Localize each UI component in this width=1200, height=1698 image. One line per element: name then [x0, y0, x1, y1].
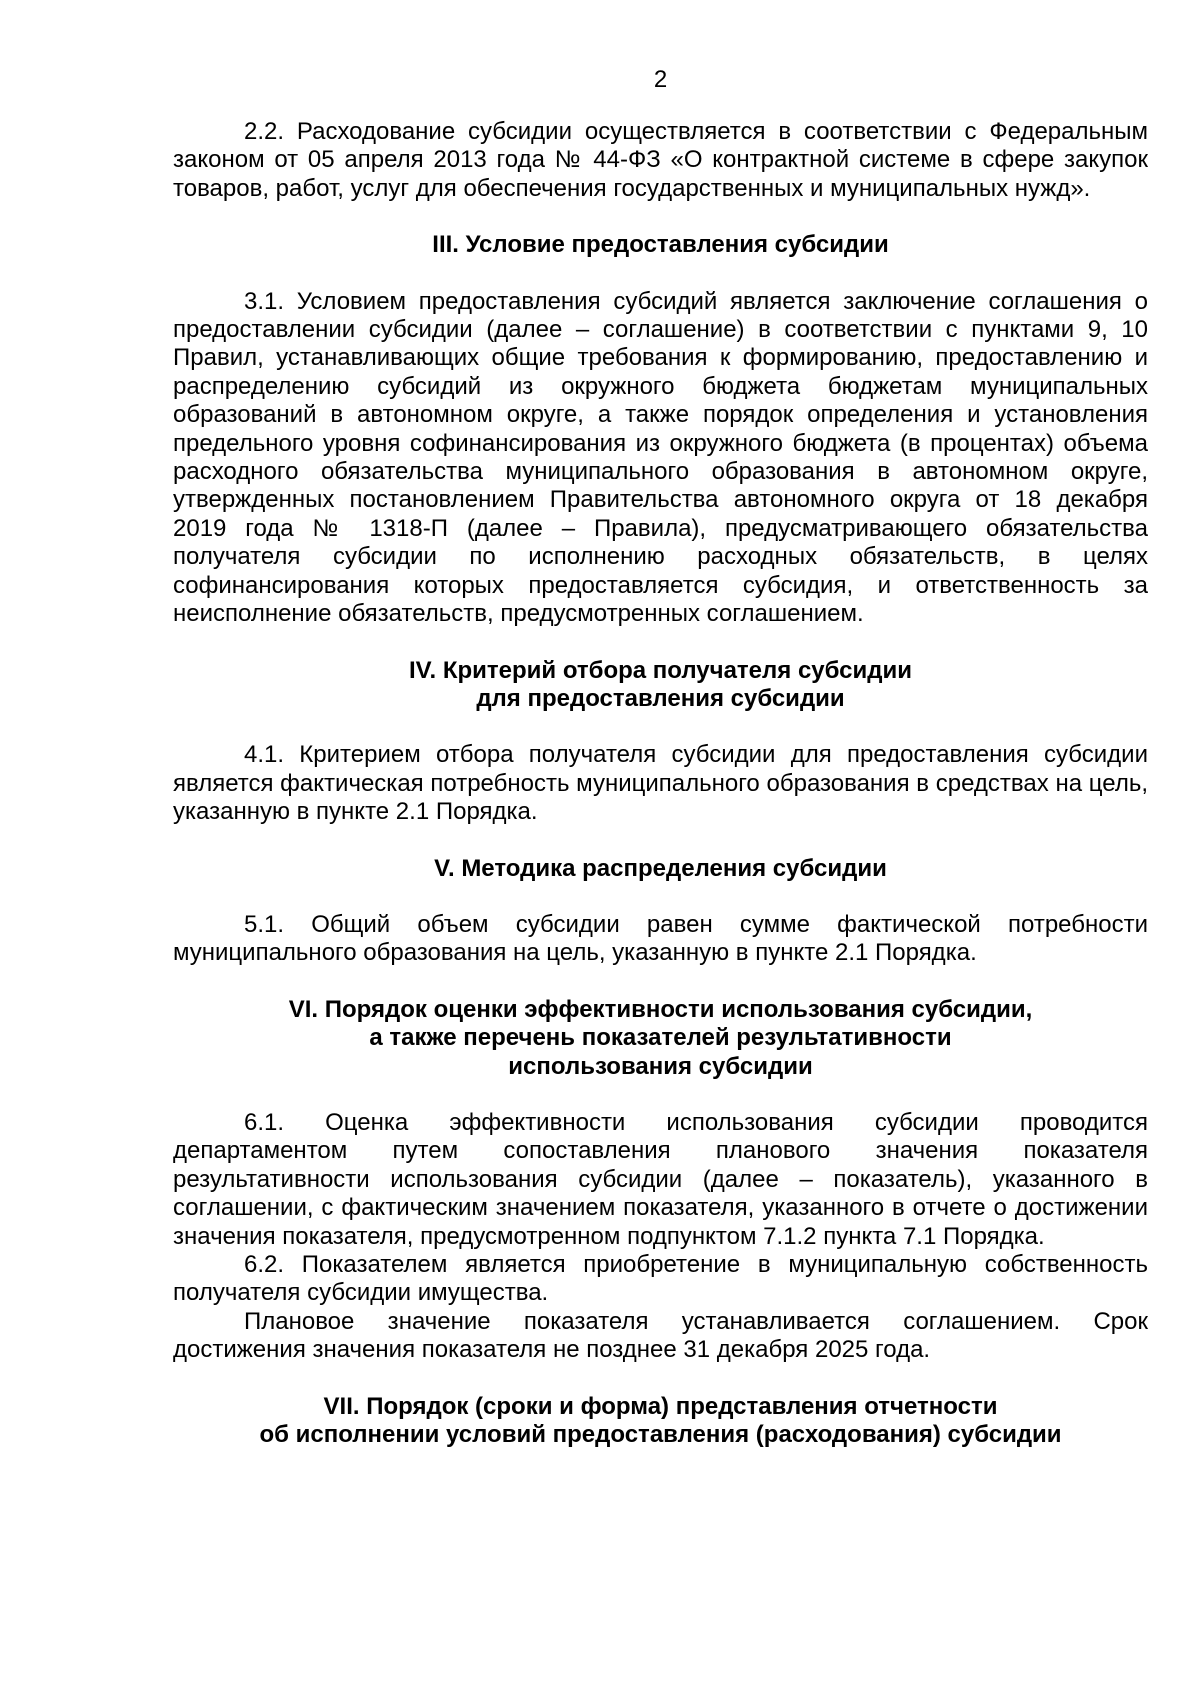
paragraph-5-1: 5.1. Общий объем субсидии равен сумме фактической потребности муниципального образования на цель, указанную в пункте 2.1 Порядка. — [173, 910, 1148, 967]
section-6-heading-line-1: VI. Порядок оценки эффективности использования субсидии, — [288, 995, 1033, 1023]
section-6-heading-block — [173, 996, 1148, 1081]
page-number: 2 — [653, 66, 668, 93]
document-page — [173, 66, 1148, 1449]
section-3-heading: III. Условие предоставления субсидии — [432, 231, 889, 259]
section-6-heading-line-3: использования субсидии — [508, 1052, 813, 1080]
section-3-heading-block — [173, 231, 1148, 259]
section-4-heading-line-1: IV. Критерий отбора получателя субсидии — [409, 656, 912, 684]
section-7-heading-block — [173, 1393, 1148, 1450]
section-7-heading-line-2: об исполнении условий предоставления (расходования) субсидии — [259, 1421, 1062, 1449]
section-4-heading-block — [173, 657, 1148, 714]
section-7-heading-line-1: VII. Порядок (сроки и форма) представления отчетности — [323, 1392, 998, 1420]
paragraph-6-1: 6.1. Оценка эффективности использования субсидии проводится департаментом путем сопоставления планового значения показателя результативности использования субсидии (далее – показатель), указанного в соглашении, с фактическим значением показателя, указанного в отчете о достижении значения показателя, предусмотренном подпунктом 7.1.2 пункта 7.1 Порядка. — [173, 1108, 1148, 1250]
paragraph-3-1: 3.1. Условием предоставления субсидий является заключение соглашения о предоставлении субсидии (далее – соглашение) в соответствии с пунктами 9, 10 Правил, устанавливающих общие требования к формированию, предоставлению и распределению субсидий из окружного бюджета бюджетам муниципальных образований в автономном округе, а также порядок определения и установления предельного уровня софинансирования из окружного бюджета (в процентах) объема расходного обязательства муниципального образования в автономном округе, утвержденных постановлением Правительства автономного округа от 18 декабря 2019 года № 1318-П (далее – Правила), предусматривающего обязательства получателя субсидии по исполнению расходных обязательств, в целях софинансирования которых предоставляется субсидия, и ответственность за неисполнение обязательств, предусмотренных соглашением. — [173, 287, 1148, 628]
paragraph-6-2: 6.2. Показателем является приобретение в муниципальную собственность получателя субсидии имущества. — [173, 1251, 1148, 1307]
section-4-heading-line-2: для предоставления субсидии — [476, 684, 845, 712]
section-5-heading: V. Методика распределения субсидии — [434, 854, 887, 882]
section-6-heading-line-2: а также перечень показателей результативности — [369, 1024, 952, 1052]
paragraph-4-1: 4.1. Критерием отбора получателя субсидии для предоставления субсидии является фактическая потребность муниципального образования в средствах на цель, указанную в пункте 2.1 Порядка. — [173, 741, 1148, 826]
section-5-heading-block — [173, 855, 1148, 883]
paragraph-2-2: 2.2. Расходование субсидии осуществляется в соответствии с Федеральным законом от 05 апреля 2013 года № 44-ФЗ «О контрактной системе в сфере закупок товаров, работ, услуг для обеспечения государственных и муниципальных нужд». — [173, 118, 1148, 202]
paragraph-6-2-plan: Плановое значение показателя устанавливается соглашением. Срок достижения значения показателя не позднее 31 декабря 2025 года. — [173, 1307, 1148, 1364]
